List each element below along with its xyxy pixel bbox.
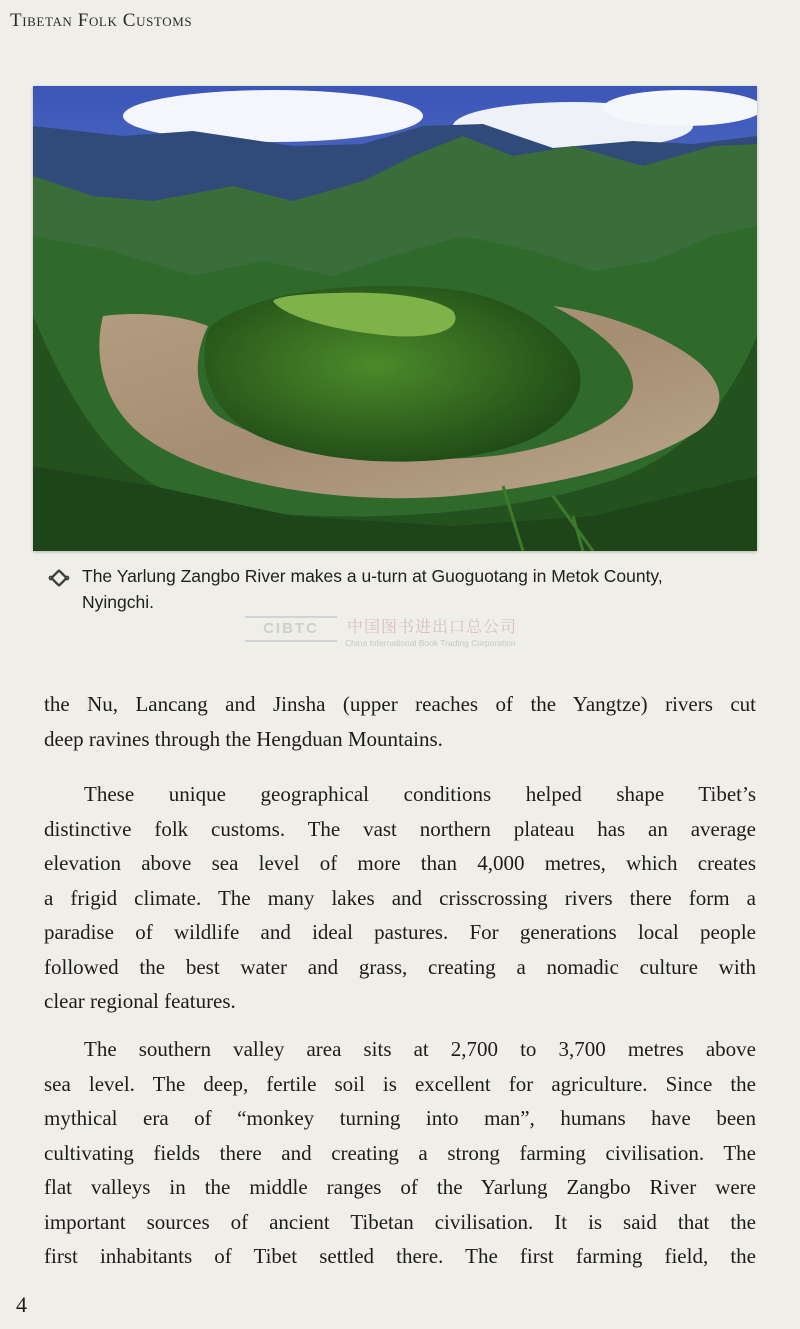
caption-line: Nyingchi. <box>82 592 154 612</box>
text-line: flat valleys in the middle ranges of the Yarlung Zangbo River were <box>44 1175 756 1199</box>
endless-knot-icon <box>48 567 70 589</box>
text-line: first inhabitants of Tibet settled there. The first farming field, the <box>44 1244 756 1268</box>
caption-line: The Yarlung Zangbo River makes a u-turn at Guoguotang in Metok County, <box>82 566 663 586</box>
text-line: important sources of ancient Tibetan civilisation. It is said that the <box>44 1209 756 1234</box>
running-head: Tibetan Folk Customs <box>10 10 193 31</box>
text-line: cultivating fields there and creating a strong farming civilisation. The <box>44 1140 756 1165</box>
text-line: clear regional features. <box>44 989 236 1013</box>
text-line: distinctive folk customs. The vast northern plateau has an average <box>44 816 756 841</box>
watermark-english: China International Book Trading Corporation <box>345 638 516 648</box>
watermark-logo: CIBTC <box>245 616 337 642</box>
page-number: 4 <box>16 1292 27 1317</box>
text-line: sea level. The deep, fertile soil is excellent for agriculture. Since the <box>44 1071 756 1096</box>
text-line: mythical era of “monkey turning into man”, humans have been <box>44 1106 756 1130</box>
landscape-photo-illustration <box>33 86 757 551</box>
paragraph-2 <box>44 777 756 1019</box>
watermark-chinese: 中国图书进出口总公司 <box>347 617 518 636</box>
landscape-photo <box>33 86 757 551</box>
paragraph-3 <box>44 1032 756 1274</box>
text-line: paradise of wildlife and ideal pastures. For generations local people <box>44 920 756 944</box>
text-line: The southern valley area sits at 2,700 to 3,700 metres above <box>84 1037 756 1061</box>
text-line: deep ravines through the Hengduan Mountains. <box>44 726 443 751</box>
text-line: These unique geographical conditions helped shape Tibet’s <box>84 782 756 806</box>
text-line: elevation above sea level of more than 4,000 metres, which creates <box>44 851 756 875</box>
paragraph-1 <box>44 687 756 756</box>
text-line: followed the best water and grass, creating a nomadic culture with <box>44 954 756 979</box>
text-line: the Nu, Lancang and Jinsha (upper reaches of the Yangtze) rivers cut <box>44 692 756 716</box>
text-line: a frigid climate. The many lakes and crisscrossing rivers there form a <box>44 885 756 910</box>
publisher-watermark <box>245 614 555 662</box>
